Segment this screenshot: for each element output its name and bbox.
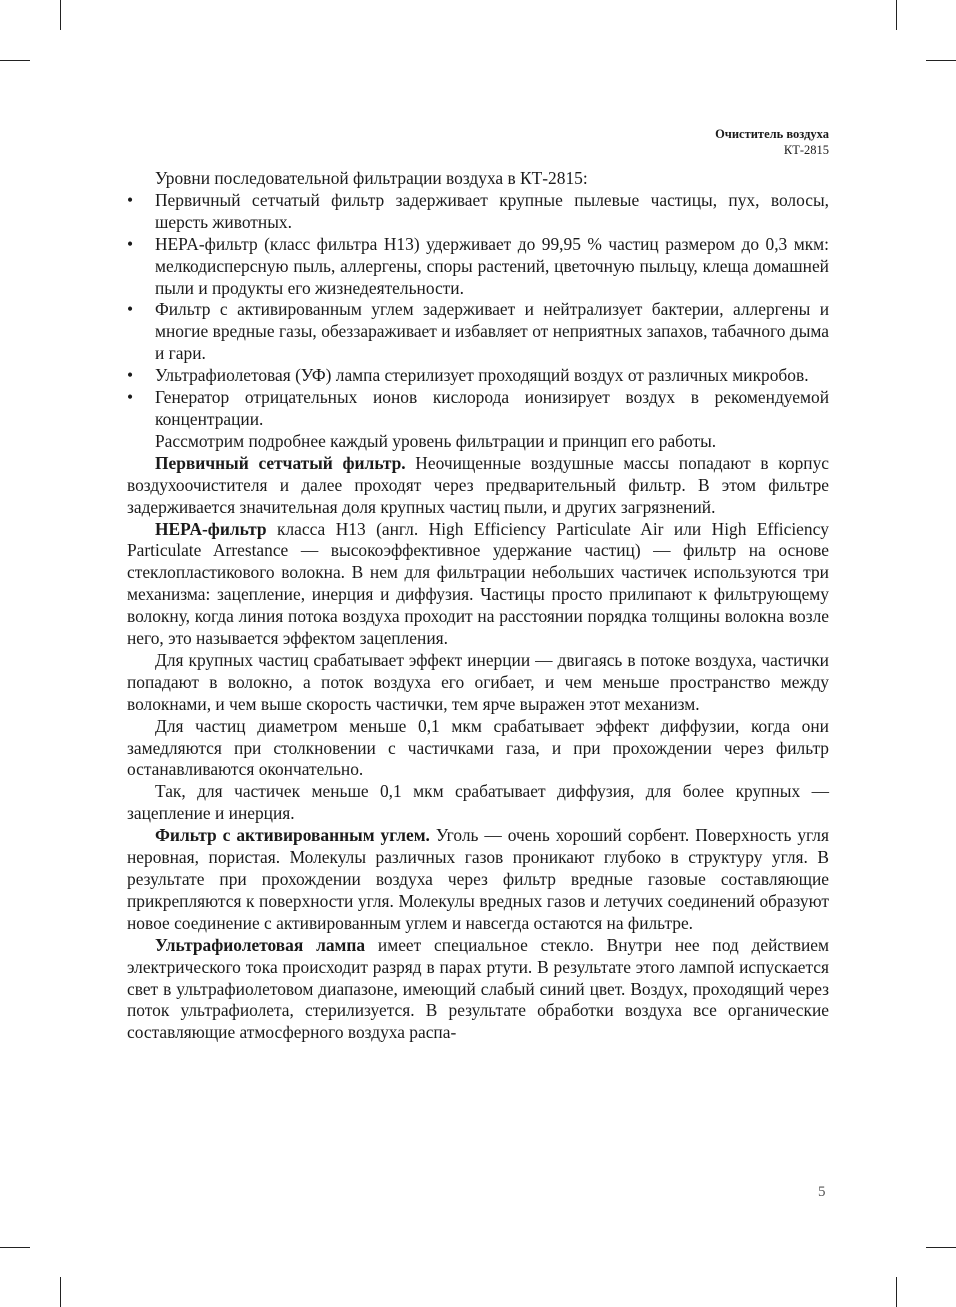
- paragraph-carbon-filter: [127, 825, 829, 935]
- paragraph-text: Уголь — очень хороший сорбент. Поверхность угля неровная, пористая. Молекулы различных газов проникают глубоко в структуру угля. В результате при прохождении воздуха через фильтр вредные газовые составляющие прикрепляются к поверхности угля. Молекулы вредных газов и летучих соединений образуют новое соединение с активированным углем и навсегда остаются на фильтре.: [127, 825, 829, 933]
- paragraph-text: Неочищенные воздушные массы попадают в корпус воздухоочистителя и далее проходят через предварительный фильтр. В этом фильтре задерживается значительная доля крупных частиц пыли, и других загрязнений.: [127, 452, 829, 517]
- crop-mark-top-right: [896, 0, 897, 30]
- header-title: Очиститель воздуха: [715, 127, 829, 141]
- filtration-levels-list: [127, 190, 829, 431]
- paragraph-diffusion: Для частиц диаметром меньше 0,1 мкм срабатывает эффект диффузии, когда они замедляются при столкновении с частичками газа, и при прохождении через фильтр останавливаются окончательно.: [127, 715, 829, 780]
- crop-mark-left-top: [0, 60, 30, 61]
- list-item: • Ультрафиолетовая (УФ) лампа стерилизует проходящий воздух от различных микробов.: [127, 365, 829, 387]
- paragraph-text: имеет специальное стекло. Внутри нее под действием электрического тока происходит разряд в парах ртути. В результате этого лампой испускается свет в ультрафиолетовом диапазоне, имеющий слабый синий цвет. Воздух, проходящий через поток ультрафиолета, стерилизуется. В результате обработки воздуха все органические составляющие атмосферного воздуха распа-: [127, 934, 829, 1043]
- paragraph-summary: Так, для частичек меньше 0,1 мкм срабатывает диффузия, для более крупных — зацепление и инерция.: [127, 781, 829, 824]
- body-text: [127, 168, 829, 1044]
- header-model: КТ-2815: [783, 143, 829, 157]
- list-item: • HEPA-фильтр (класс фильтра H13) удерживает до 99,95 % частиц размером до 0,3 мкм: мелкодисперсную пыль, аллергены, споры растений, цветочную пыльцу, клеща домашней пыли и продукты его жизнедеятельности.: [127, 234, 829, 300]
- term-carbon-filter: Фильтр с активированным углем.: [155, 825, 430, 846]
- term-uv-lamp: Ультрафиолетовая лампа: [155, 934, 366, 955]
- paragraph-inertia: Для крупных частиц срабатывает эффект инерции — двигаясь в потоке воздуха, частички попадают в волокно, а поток воздуха его огибает, и чем меньше пространство между волокнами, и чем выше скорость частички, тем ярче выражен этот механизм.: [127, 649, 829, 714]
- term-hepa-filter: HEPA-фильтр: [155, 518, 267, 539]
- paragraph-overview: Рассмотрим подробнее каждый уровень фильтрации и принцип его работы.: [155, 430, 717, 451]
- crop-mark-bottom-left: [60, 1277, 61, 1307]
- paragraph-primary-filter: [127, 453, 829, 519]
- intro-paragraph: Уровни последовательной фильтрации воздуха в КТ-2815:: [155, 168, 588, 188]
- running-header: [715, 126, 829, 158]
- paragraph-uv-lamp: [127, 935, 829, 1045]
- crop-mark-right-bottom: [926, 1247, 956, 1248]
- paragraph-text: класса H13 (англ. High Efficiency Particulate Air или High Efficiency Particulate Arrestance — высокоэффективное удержание частиц) — фильтр на основе стеклопластикового волокна. В нем для фильтрации небольших частичек используются три механизма: зацепление, инерция и диффузия. Частицы просто прилипают к фильтрующему волокну, когда линия потока воздуха проходит на расстоянии порядка толщины волокна возле него, это называется эффектом зацепления.: [127, 518, 829, 649]
- list-item: • Фильтр с активированным углем задерживает и нейтрализует бактерии, аллергены и многие вредные газы, обеззараживает и избавляет от неприятных запахов, табачного дыма и гари.: [127, 299, 829, 365]
- paragraph-hepa-filter: [127, 519, 829, 650]
- crop-mark-right-top: [926, 60, 956, 61]
- list-item: • Генератор отрицательных ионов кислорода ионизирует воздух в рекомендуемой концентрации.: [127, 387, 829, 431]
- crop-mark-top-left: [60, 0, 61, 30]
- crop-mark-bottom-right: [896, 1277, 897, 1307]
- page-number: 5: [818, 1184, 826, 1200]
- crop-mark-left-bottom: [0, 1247, 30, 1248]
- term-primary-filter: Первичный сетчатый фильтр.: [155, 452, 406, 473]
- list-item: • Первичный сетчатый фильтр задерживает крупные пылевые частицы, пух, волосы, шерсть животных.: [127, 190, 829, 234]
